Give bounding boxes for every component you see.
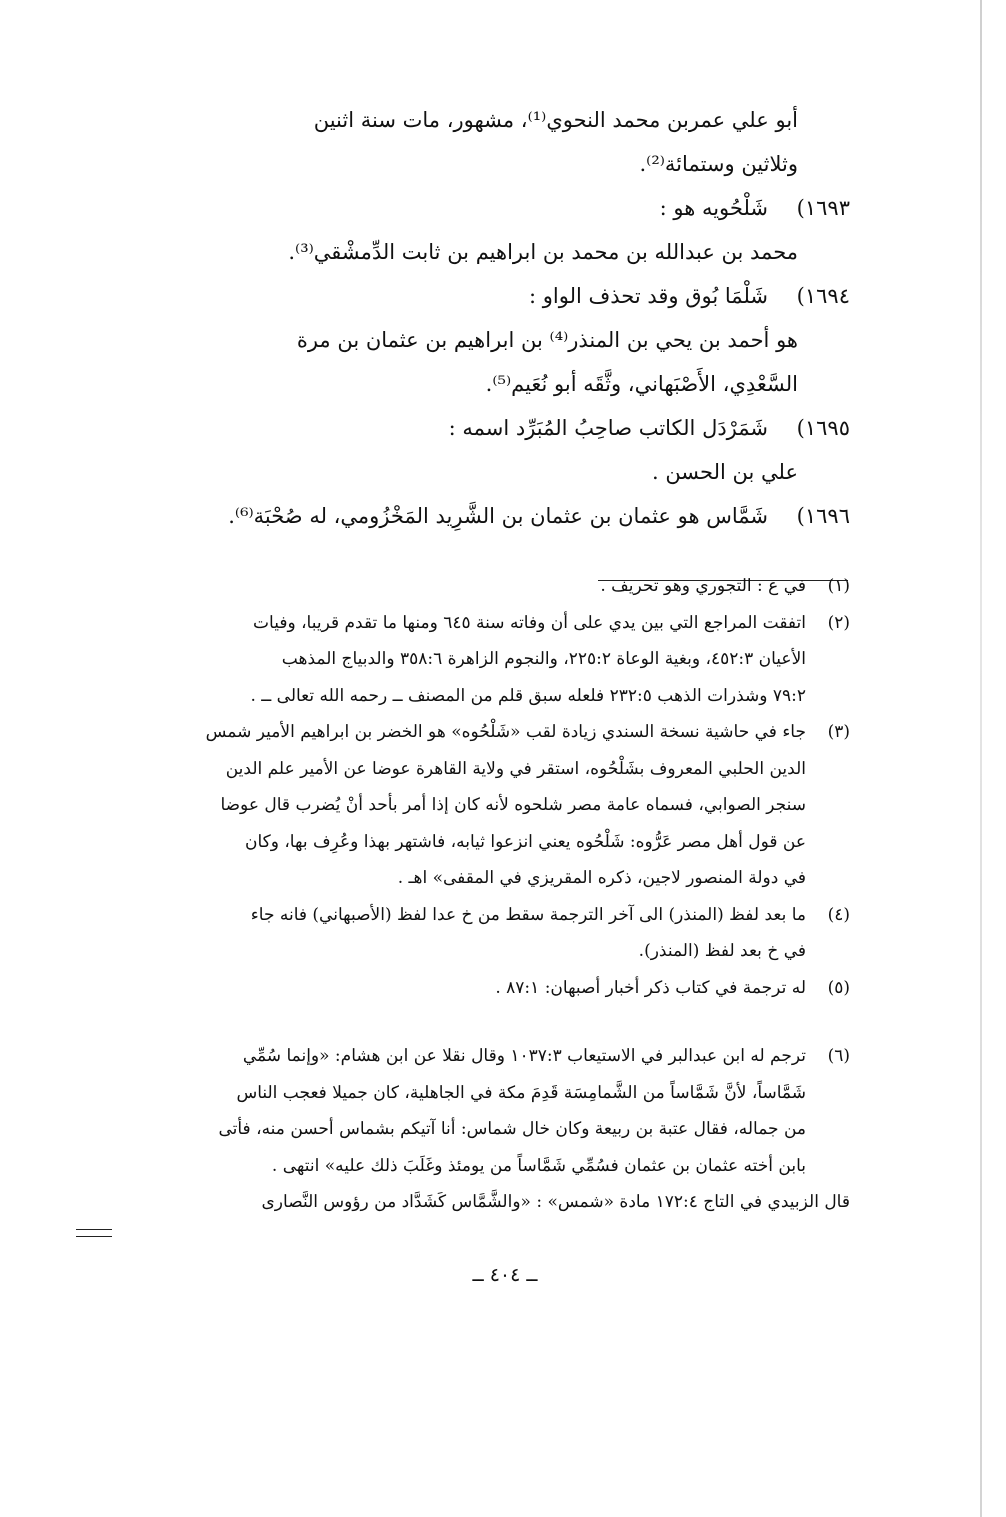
footnote-continuation: قال الزبيدي في التاج ١٧٢:٤ مادة «شمس» : «والشَّمَّاس كَشَدَّاد من رؤوس النَّصارى [261, 1192, 850, 1212]
entry-headword: شَلْحُويه هو : [659, 196, 768, 220]
footnote-line: ما بعد لفظ (المنذر) الى آخر الترجمة سقط من خ عدا لفظ (الأصبهاني) فانه جاء [250, 904, 806, 925]
entry-1693 [120, 186, 850, 230]
entry-1694 [120, 274, 850, 318]
footnote-number: (١) [827, 576, 850, 596]
entry-1695 [120, 406, 850, 450]
intro-line: وثلاثين وستمائة⁽²⁾. [639, 152, 798, 176]
footnote-line: في دولة المنصور لاجين، ذكره المقريزي في المقفى» اهـ . [397, 868, 806, 888]
entry-headword: شَلْمَا بُوق وقد تحذف الواو : [529, 284, 768, 308]
entry-headword: شَمَرْدَل الكاتب صاحِبُ المُبَرِّد اسمه : [448, 416, 768, 440]
footnote-6 [120, 1038, 850, 1184]
entry-number: ١٦٩٤) [796, 284, 850, 308]
footnote-number: (٤) [827, 904, 850, 925]
entry-body: علي بن الحسن . [651, 460, 798, 484]
footnote-number: (٥) [827, 977, 850, 998]
footnote-4 [120, 897, 850, 970]
footnote-1 [120, 568, 850, 605]
entry-headword: شَمَّاس هو عثمان بن عثمان بن الشَّرِيد المَخْزُومي، له صُحْبَة⁽⁶⁾. [228, 504, 768, 528]
entry-body: هو أحمد بن يحي بن المنذر⁽⁴⁾ بن ابراهيم بن عثمان بن مرة [296, 328, 798, 352]
footnotes [120, 568, 850, 1221]
footnote-line: اتفقت المراجع التي بين يدي على أن وفاته سنة ٦٤٥ ومنها ما تقدم قريبا، وفيات [253, 612, 806, 633]
footnote-line: الأعيان ٤٥٢:٣، وبغية الوعاة ٢٢٥:٢، والنجوم الزاهرة ٣٥٨:٦ والدبياج المذهب [281, 649, 806, 669]
footnote-line: له ترجمة في كتاب ذكر أخبار أصبهان: ٨٧:١ . [495, 977, 806, 998]
page-number: ــ ٤٠٤ ــ [472, 1264, 538, 1286]
continuation-mark [76, 1229, 112, 1237]
footnote-line: في خ بعد لفظ (المنذر). [638, 941, 806, 961]
entry-body: محمد بن عبدالله بن محمد بن ابراهيم بن ثابت الدِّمشْقي⁽³⁾. [288, 240, 798, 264]
footnote-number: (٦) [827, 1046, 850, 1066]
footnote-line: شَمَّاساً، لأنَّ شَمَّاساً من الشَّمامِسَة قَدِمَ مكة في الجاهلية، كان جميلا فعجب الناس [236, 1082, 806, 1103]
entry-number: ١٦٩٦) [796, 504, 850, 528]
entry-body: السَّعْدِي، الأَصْبَهاني، وثَّقَه أبو نُعَيم⁽⁵⁾. [485, 372, 798, 396]
footnote-3 [120, 714, 850, 897]
intro-line: أبو علي عمربن محمد النحوي⁽¹⁾، مشهور، مات سنة اثنين [313, 108, 798, 132]
footnote-line: في ع : التجوري وهو تحريف . [600, 576, 806, 596]
footnote-line: من جماله، فقال عتبة بن ربيعة وكان خال شماس: أنا آتيكم بشماس أحسن منه، فأتى [218, 1119, 806, 1139]
footnote-line: بابن أخته عثمان بن عثمان فسُمِّي شَمَّاساً من يومئذ وغَلَبَ ذلك عليه» انتهى . [271, 1155, 806, 1176]
footnote-line: الدين الحلبي المعروف بشَلْحُوه، استقر في ولاية القاهرة عوضا عن الأمير علم الدين [225, 758, 806, 779]
footnote-number: (٢) [827, 612, 850, 633]
footnote-line: ترجم له ابن عبدالبر في الاستيعاب ١٠٣٧:٣ وقال نقلا عن ابن هشام: «وإنما سُمِّي [242, 1046, 806, 1066]
footnote-line: ٧٩:٢ وشذرات الذهب ٢٣٢:٥ فلعله سبق قلم من المصنف ــ رحمه الله تعالى ــ . [250, 685, 806, 706]
footnote-line: سنجر الصوابي، فسماه عامة مصر شلحوه لأنه كان إذا أمر بأحد أنْ يُضرب قال عوضا [220, 795, 806, 815]
footnote-line: عن قول أهل مصر عَرُّوه: شَلْحُوه يعني انزعوا ثيابه، فاشتهر بهذا وعُرِف بها، وكان [244, 831, 806, 852]
footnote-5 [120, 970, 850, 1007]
entry-number: ١٦٩٥) [796, 416, 850, 440]
footnote-line: جاء في حاشية نسخة السندي زيادة لقب «شَلْحُوه» هو الخضر بن ابراهيم الأمير شمس [205, 722, 806, 742]
footnote-2 [120, 605, 850, 715]
entry-number: ١٦٩٣) [796, 196, 850, 220]
entry-1696 [120, 494, 850, 538]
main-text [120, 98, 850, 538]
footnote-number: (٣) [827, 722, 850, 742]
footnote-gap [120, 1006, 850, 1038]
page-edge [980, 0, 982, 1517]
